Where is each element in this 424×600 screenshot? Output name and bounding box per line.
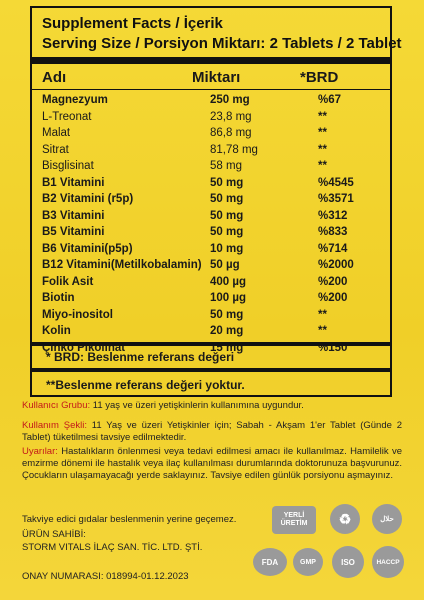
ingredient-name: B6 Vitamini(p5p) [42, 242, 133, 255]
ingredient-row [42, 208, 380, 225]
ingredient-name: L-Treonat [42, 110, 92, 123]
ingredient-row [42, 175, 380, 192]
ingredient-amount: 400 µg [210, 275, 247, 288]
ingredient-row [42, 158, 380, 175]
ingredient-name: Folik Asit [42, 275, 94, 288]
ingredient-brd: %833 [318, 226, 348, 239]
supplement-note: Takviye edici gıdalar beslenmenin yerine geçemez. [22, 514, 237, 525]
ingredient-name: Çinko Pikolinat [42, 341, 126, 354]
ingredient-brd: %200 [318, 292, 348, 305]
ingredient-row [42, 92, 380, 109]
ingredient-row [42, 257, 380, 274]
ingredient-amount: 81,78 mg [210, 143, 258, 156]
ingredient-amount: 15 mg [210, 341, 244, 354]
ingredient-name: Malat [42, 127, 71, 140]
ingredient-name: B3 Vitamini [42, 209, 105, 222]
no-brd-note: **Beslenme referans değeri yoktur. [32, 368, 390, 398]
ingredient-amount: 86,8 mg [210, 127, 252, 140]
ingredient-amount: 20 mg [210, 325, 244, 338]
serving-size: Serving Size / Porsiyon Miktarı: 2 Tablets / 2 Tablet [42, 35, 402, 52]
ingredient-amount: 50 mg [210, 193, 244, 206]
ingredient-amount: 250 mg [210, 94, 250, 107]
ingredient-row [42, 109, 380, 126]
ingredient-row [42, 274, 380, 291]
ingredient-name: Bisglisinat [42, 160, 94, 173]
ingredient-brd: ** [318, 160, 327, 173]
ingredient-brd: %4545 [318, 176, 354, 189]
facts-header [32, 8, 402, 64]
facts-title: Supplement Facts / İçerik [42, 15, 223, 32]
ingredient-brd: %150 [318, 341, 348, 354]
column-headers [32, 64, 390, 90]
ingredient-brd: %200 [318, 275, 348, 288]
ingredient-name: Magnezyum [42, 94, 108, 107]
ingredient-row [42, 323, 380, 340]
ingredient-brd: ** [318, 143, 327, 156]
ingredient-row [42, 307, 380, 324]
column-header-name: Adı [42, 69, 67, 86]
owner-title: ÜRÜN SAHİBİ: [22, 529, 86, 540]
ingredient-amount: 100 µg [210, 292, 247, 305]
approval-number: ONAY NUMARASI: 018994-01.12.2023 [22, 571, 189, 582]
ingredient-name: B1 Vitamini [42, 176, 105, 189]
ingredient-brd: %3571 [318, 193, 354, 206]
ingredient-row [42, 290, 380, 307]
warnings-label: Uyarılar: [22, 446, 58, 457]
ingredient-amount: 50 mg [210, 308, 244, 321]
ingredient-name: Sitrat [42, 143, 69, 156]
ingredient-name: B2 Vitamini (r5p) [42, 193, 134, 206]
iso-icon: ISO [332, 546, 364, 578]
warnings-value: Hastalıkların önlenmesi veya tedavi edilmesi amacı ile kullanılmaz. Hamilelik ve emzirme dönemi ile hastalık veya ilaç kullanılması durumlarında doktorunuza başvurunuz. Çocukların ulaşamayacağı yerde saklayınız. Tavsiye edilen günlük porsiyonu aşmayınız. [22, 446, 402, 481]
ingredient-brd: ** [318, 325, 327, 338]
ingredient-amount: 23,8 mg [210, 110, 252, 123]
ingredient-name: Kolin [42, 325, 71, 338]
warnings-text [22, 446, 402, 482]
column-header-amount: Miktarı [192, 69, 241, 86]
brd-note: * BRD: Beslenme referans değeri [32, 342, 390, 368]
usage-text [22, 420, 402, 444]
column-header-brd: *BRD [300, 69, 339, 86]
usage-label: Kullanım Şekli: [22, 420, 87, 431]
ingredient-row [42, 125, 380, 142]
user-group-label: Kullanıcı Grubu: [22, 400, 91, 411]
ingredient-brd: %67 [318, 94, 342, 107]
ingredient-brd: %2000 [318, 259, 354, 272]
user-group-text [22, 400, 402, 412]
ingredient-name: B5 Vitamini [42, 226, 105, 239]
ingredient-amount: 58 mg [210, 160, 242, 173]
ingredient-amount: 50 mg [210, 176, 244, 189]
halal-icon: حلال [372, 504, 402, 534]
ingredient-list [32, 90, 390, 356]
ingredient-name: B12 Vitamini(Metilkobalamin) [42, 259, 202, 272]
ingredient-row [42, 191, 380, 208]
ingredient-brd: %312 [318, 209, 348, 222]
ingredient-brd: %714 [318, 242, 348, 255]
gmp-icon: GMP [293, 548, 323, 576]
usage-value: 11 Yaş ve üzeri Yetişkinler için; Sabah - Akşam 1'er Tablet (Günde 2 Tablet) tüketilmesi tavsiye edilmektedir. [22, 420, 402, 443]
user-group-value: 11 yaş ve üzeri yetişkinlerin kullanımına uygundur. [90, 400, 304, 411]
owner-name: STORM VITALS İLAÇ SAN. TİC. LTD. ŞTİ. [22, 542, 203, 553]
ingredient-amount: 50 mg [210, 226, 244, 239]
ingredient-brd: ** [318, 110, 327, 123]
ingredient-name: Miyo-inositol [42, 308, 113, 321]
ingredient-row [42, 142, 380, 159]
supplement-facts-panel [30, 6, 402, 397]
ingredient-name: Biotin [42, 292, 75, 305]
ingredient-brd: ** [318, 127, 327, 140]
ingredient-row [42, 224, 380, 241]
haccp-icon: HACCP [372, 546, 404, 578]
yerli-uretim-badge: YERLİ ÜRETİM [272, 506, 316, 534]
ingredient-amount: 10 mg [210, 242, 244, 255]
ingredient-amount: 50 µg [210, 259, 240, 272]
ingredient-brd: ** [318, 308, 327, 321]
ingredient-row [42, 241, 380, 258]
recycle-icon: ♻ [330, 504, 360, 534]
fda-icon: FDA [253, 548, 287, 576]
ingredient-amount: 50 mg [210, 209, 244, 222]
